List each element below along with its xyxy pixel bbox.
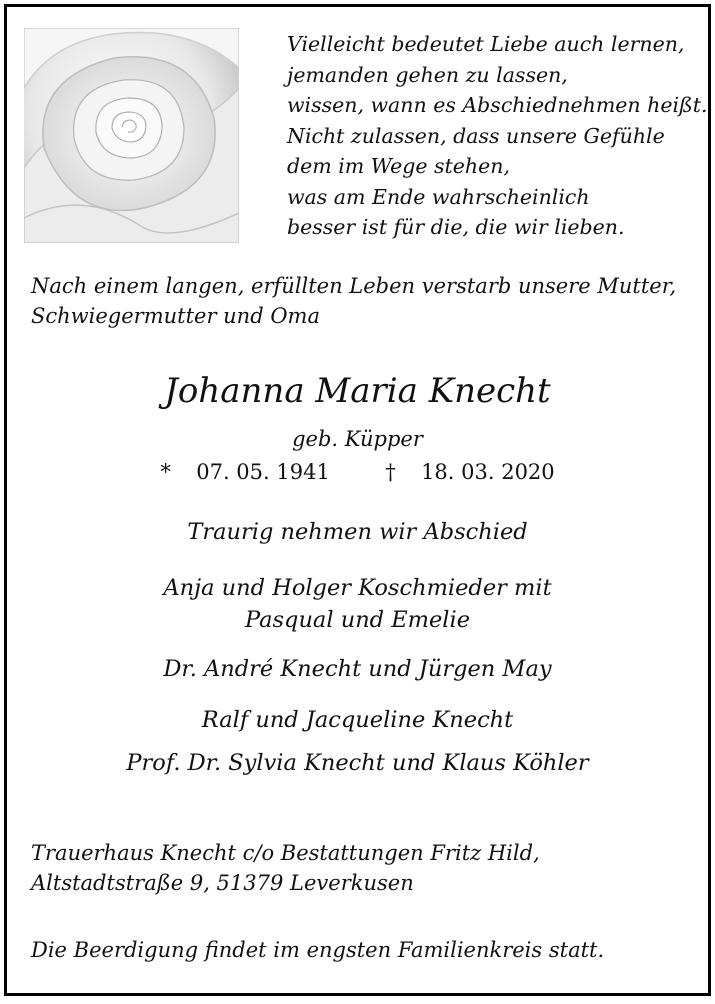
intro-text	[31, 271, 701, 331]
address-line: Trauerhaus Knecht c/o Bestattungen Fritz Hild,	[31, 841, 540, 865]
poem-line: wissen, wann es Abschiednehmen heißt.	[287, 93, 708, 117]
life-dates	[4, 458, 711, 486]
white-rose-photo	[24, 28, 239, 243]
deceased-name: Johanna Maria Knecht	[164, 371, 551, 411]
burial-note: Die Beerdigung findet im engsten Familienkreis statt.	[31, 938, 605, 962]
poem-line: Nicht zulassen, dass unsere Gefühle	[287, 123, 665, 148]
mourner-line: Anja und Holger Koschmieder mit	[163, 575, 552, 601]
birth-date: 07. 05. 1941	[196, 460, 330, 484]
poem-line: dem im Wege stehen,	[287, 154, 510, 178]
birth-name: geb. Küpper	[292, 427, 423, 451]
mourner-line: Ralf und Jacqueline Knecht	[201, 707, 514, 733]
address-line: Altstadtstraße 9, 51379 Leverkusen	[31, 871, 414, 895]
poem-line: Vielleicht bedeutet Liebe auch lernen,	[287, 32, 685, 56]
mourner-line: Dr. André Knecht und Jürgen May	[163, 656, 552, 682]
obituary-notice	[4, 4, 711, 996]
poem-line: jemanden gehen zu lassen,	[287, 62, 568, 87]
death-date: 18. 03. 2020	[421, 460, 555, 484]
mourner-line: Pasqual und Emelie	[244, 607, 471, 633]
birth-symbol: *	[160, 460, 171, 484]
intro-line: Nach einem langen, erfüllten Leben verstarb unsere Mutter,	[31, 274, 677, 298]
poem	[287, 29, 708, 243]
poem-line: besser ist für die, die wir lieben.	[287, 215, 625, 239]
intro-line: Schwiegermutter und Oma	[31, 304, 320, 328]
mourning-line: Traurig nehmen wir Abschied	[187, 519, 528, 545]
mourning-address	[31, 838, 691, 898]
death-symbol: †	[385, 460, 396, 484]
poem-line: was am Ende wahrscheinlich	[287, 184, 590, 209]
mourner-line: Prof. Dr. Sylvia Knecht und Klaus Köhler	[126, 750, 589, 776]
